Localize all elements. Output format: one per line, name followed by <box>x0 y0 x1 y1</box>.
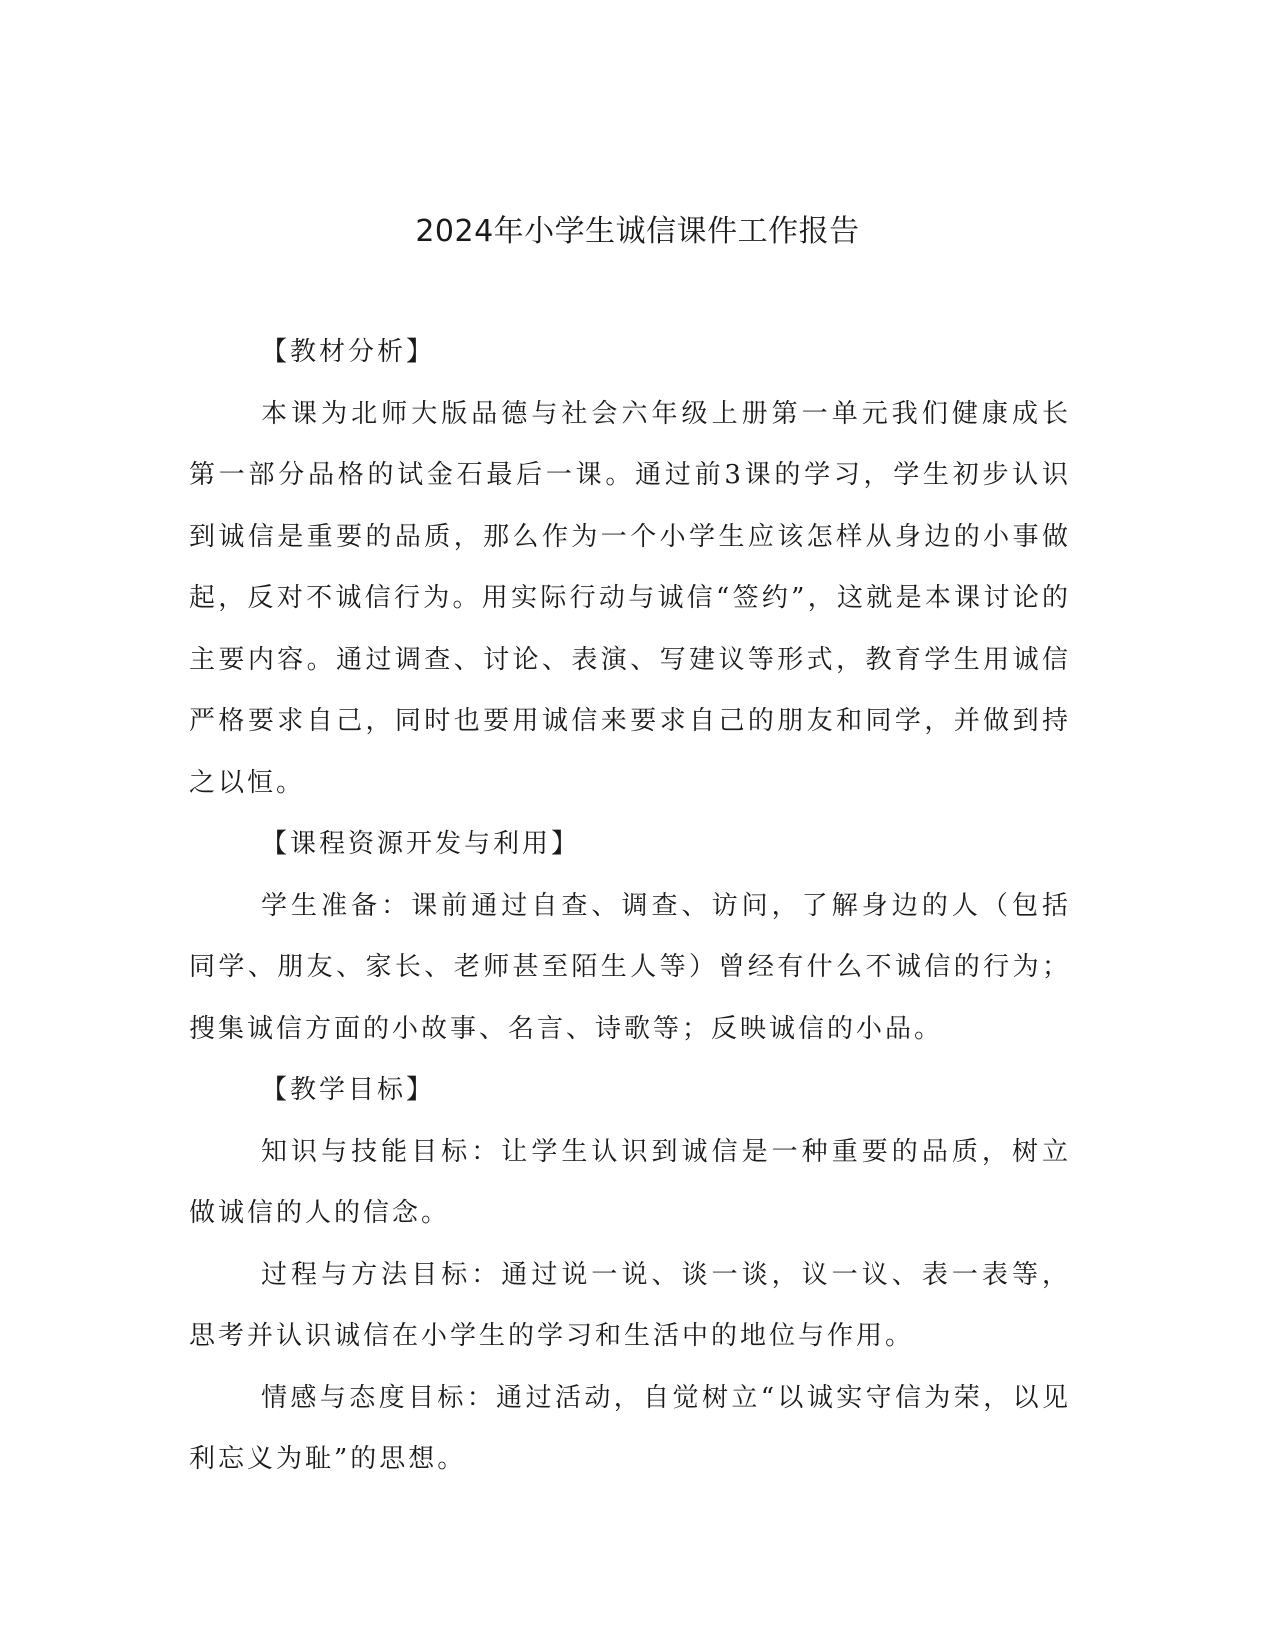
document-title: 2024年小学生诚信课件工作报告 <box>415 214 860 249</box>
paragraph-process-goal: 过程与方法目标：通过说一说、谈一谈，议一议、表一表等，思考并认识诚信在小学生的学习和生活中的地位与作用。 <box>189 1259 1071 1351</box>
paragraph-emotion-goal: 情感与态度目标：通过活动，自觉树立“以诚实守信为荣，以见利忘义为耻”的思想。 <box>189 1382 1071 1474</box>
paragraph-student-preparation: 学生准备：课前通过自查、调查、访问，了解身边的人（包括同学、朋友、家长、老师甚至陌生人等）曾经有什么不诚信的行为；搜集诚信方面的小故事、名言、诗歌等；反映诚信的小品。 <box>189 890 1071 1044</box>
document-body <box>189 322 1071 1491</box>
paragraph-knowledge-goal: 知识与技能目标：让学生认识到诚信是一种重要的品质，树立做诚信的人的信念。 <box>189 1136 1071 1228</box>
paragraph-textbook-analysis: 本课为北师大版品德与社会六年级上册第一单元我们健康成长第一部分品格的试金石最后一课。通过前3课的学习，学生初步认识到诚信是重要的品质，那么作为一个小学生应该怎样从身边的小事做起，反对不诚信行为。用实际行动与诚信“签约”，这就是本课讨论的主要内容。通过调查、讨论、表演、写建议等形式，教育学生用诚信严格要求自己，同时也要用诚信来要求自己的朋友和同学，并做到持之以恒。 <box>189 398 1071 798</box>
section-heading-textbook-analysis: 【教材分析】 <box>261 337 436 367</box>
section-heading-teaching-goals: 【教学目标】 <box>261 1075 436 1105</box>
section-heading-course-resources: 【课程资源开发与利用】 <box>261 829 581 859</box>
